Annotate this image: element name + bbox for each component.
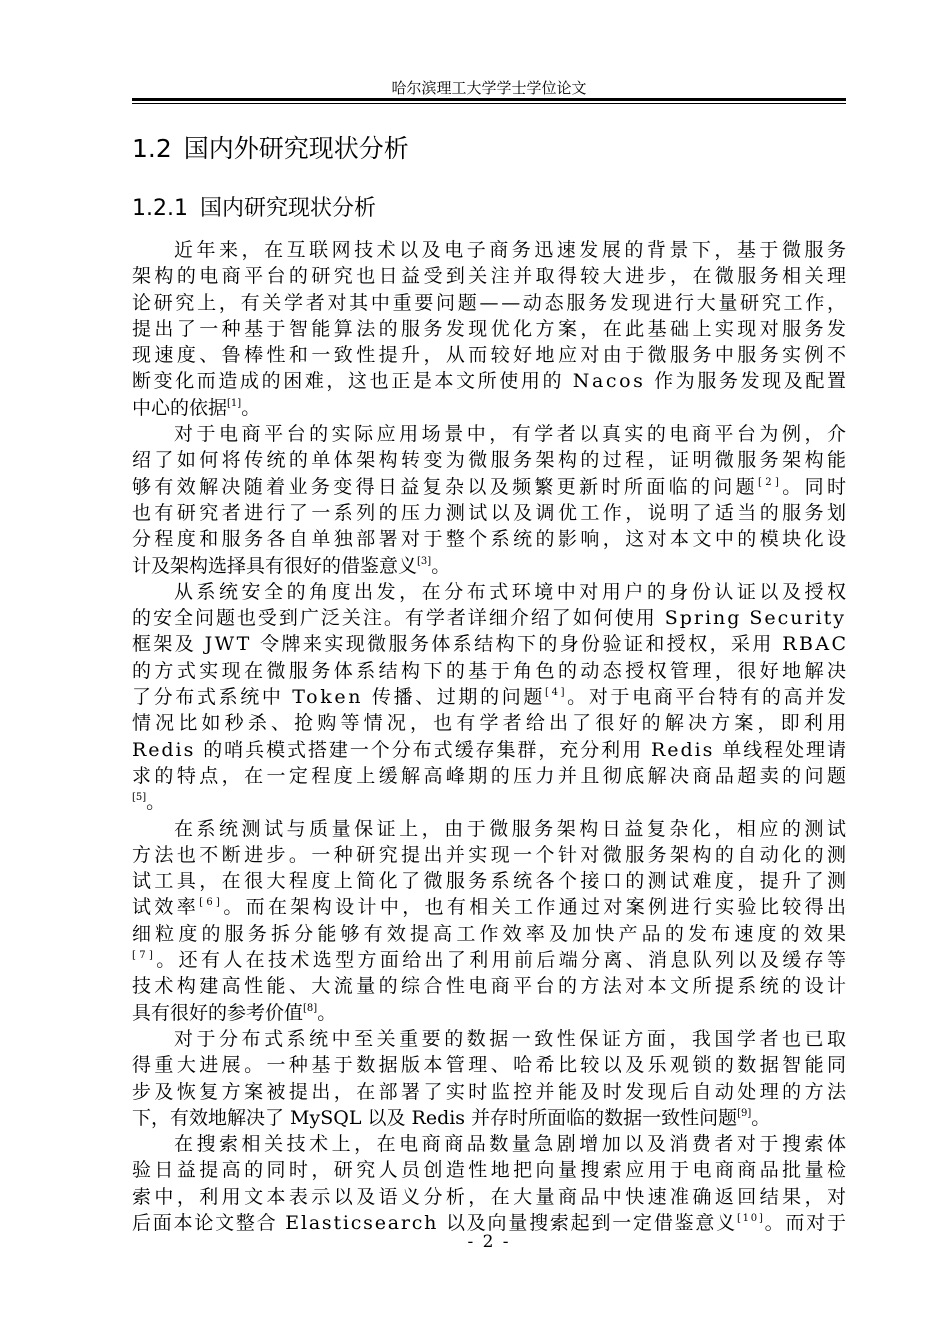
text-line: 试效率[6]。而在架构设计中，也有相关工作通过对案例进行实验比较得出 xyxy=(132,896,850,919)
text-line: 得重大进展。一种基于数据版本管理、哈希比较以及乐观锁的数据智能同 xyxy=(132,1054,850,1077)
subsection-title: 国内研究现状分析 xyxy=(199,196,376,221)
text-line: 计及架构选择具有很好的借鉴意义[3]。 xyxy=(132,554,451,577)
text-line: 细粒度的服务拆分能够有效提高工作效率及加快产品的发布速度的效果 xyxy=(132,922,851,945)
citation: [6] xyxy=(199,897,224,909)
citation: [7] xyxy=(132,950,157,962)
text-line: [7]。还有人在技术选型方面给出了利用前后端分离、消息队列以及缓存等 xyxy=(132,949,850,972)
text-line: 在系统测试与质量保证上，由于微服务架构日益复杂化，相应的测试 xyxy=(174,817,850,840)
text-line: 具有很好的参考价值[8]。 xyxy=(132,1001,337,1024)
text-line: 验日益提高的同时，研究人员创造性地把向量搜索应用于电商商品批量检 xyxy=(132,1159,850,1182)
text-line: [5]。 xyxy=(132,791,166,814)
page-number: - 2 - xyxy=(467,1232,511,1252)
text-line: 绍了如何将传统的单体架构转变为微服务架构的过程，证明微服务架构能 xyxy=(132,449,850,472)
text-line: 方法也不断进步。一种研究提出并实现一个针对微服务架构的自动化的测 xyxy=(132,843,850,866)
body-text xyxy=(132,237,851,1236)
text-line: 的方式实现在微服务体系结构下的基于角色的动态授权管理，很好地解决 xyxy=(132,659,850,682)
citation: [9] xyxy=(737,1107,752,1119)
text-line: 论研究上，有关学者对其中重要问题——动态服务发现进行大量研究工作， xyxy=(132,291,849,314)
citation: [3] xyxy=(417,555,432,567)
text-line: 试工具，在很大程度上简化了微服务系统各个接口的测试难度，提升了测 xyxy=(132,870,850,893)
text-line: 的安全问题也受到广泛关注。有学者详细介绍了如何使用 Spring Security xyxy=(132,607,846,630)
text-line: 后面本论文整合 Elasticsearch 以及向量搜索起到一定借鉴意义[10]。而对于 xyxy=(132,1211,848,1234)
text-line: 架构的电商平台的研究也日益受到关注并取得较大进步，在微服务相关理 xyxy=(132,265,850,288)
header-rule-thin xyxy=(132,103,846,104)
text-line: 步及恢复方案被提出，在部署了实时监控并能及时发现后自动处理的方法 xyxy=(132,1080,850,1103)
subsection-heading xyxy=(132,194,376,224)
text-line: 近年来，在互联网技术以及电子商务迅速发展的背景下，基于微服务 xyxy=(174,239,850,261)
text-line: 求的特点，在一定程度上缓解高峰期的压力并且彻底解决商品超卖的问题 xyxy=(132,764,850,787)
citation: [2] xyxy=(758,476,783,488)
text-line: 下，有效地解决了 MySQL 以及 Redis 并存时所面临的数据一致性问题[9]。 xyxy=(132,1106,771,1129)
text-line: 了分布式系统中 Token 传播、过期的问题[4]。对于电商平台特有的高并发 xyxy=(132,686,849,709)
citation: [8] xyxy=(303,1002,318,1014)
text-line: 够有效解决随着业务变得日益复杂以及频繁更新时所面临的问题[2]。同时 xyxy=(132,475,850,498)
subsection-number: 1.2.1 xyxy=(132,196,188,221)
text-line: 索中，利用文本表示以及语义分析，在大量商品中快速准确返回结果，对 xyxy=(132,1185,850,1208)
text-line: 对于电商平台的实际应用场景中，有学者以真实的电商平台为例，介 xyxy=(174,423,850,446)
section-heading xyxy=(132,133,409,165)
citation: [4] xyxy=(545,687,568,699)
citation: [1] xyxy=(227,397,242,409)
text-line: 情况比如秒杀、抢购等情况，也有学者给出了很好的解决方案，即利用 xyxy=(132,712,851,735)
header-rule-thick xyxy=(132,98,846,101)
text-line: 从系统安全的角度出发，在分布式环境中对用户的身份认证以及授权 xyxy=(174,580,850,603)
text-line: Redis 的哨兵模式搭建一个分布式缓存集群，充分利用 Redis 单线程处理请 xyxy=(132,738,848,761)
text-line: 现速度、鲁棒性和一致性提升，从而较好地应对由于微服务中服务实例不 xyxy=(132,344,850,367)
text-line: 技术构建高性能、大流量的综合性电商平台的方法对本文所提系统的设计 xyxy=(132,975,850,998)
text-line: 框架及 JWT 令牌来实现微服务体系结构下的身份验证和授权，采用 RBAC xyxy=(132,633,849,656)
section-number: 1.2 xyxy=(132,134,172,163)
text-line: 中心的依据[1]。 xyxy=(132,396,261,419)
text-line: 对于分布式系统中至关重要的数据一致性保证方面，我国学者也已取 xyxy=(174,1027,850,1050)
section-title: 国内外研究现状分析 xyxy=(183,134,409,163)
text-line: 提出了一种基于智能算法的服务发现优化方案，在此基础上实现对服务发 xyxy=(132,317,850,340)
text-line: 分程度和服务各自单独部署对于整个系统的影响，这对本文中的模块化设 xyxy=(132,528,850,551)
citation: [10] xyxy=(736,1212,765,1224)
text-line: 也有研究者进行了一系列的压力测试以及调优工作，说明了适当的服务划 xyxy=(132,501,850,524)
text-line: 在搜索相关技术上，在电商商品数量急剧增加以及消费者对于搜索体 xyxy=(174,1133,850,1156)
running-header: 哈尔滨理工大学学士学位论文 xyxy=(391,79,587,97)
text-line: 断变化而造成的困难，这也正是本文所使用的 Nacos 作为服务发现及配置 xyxy=(132,370,849,393)
citation: [5] xyxy=(132,792,147,804)
